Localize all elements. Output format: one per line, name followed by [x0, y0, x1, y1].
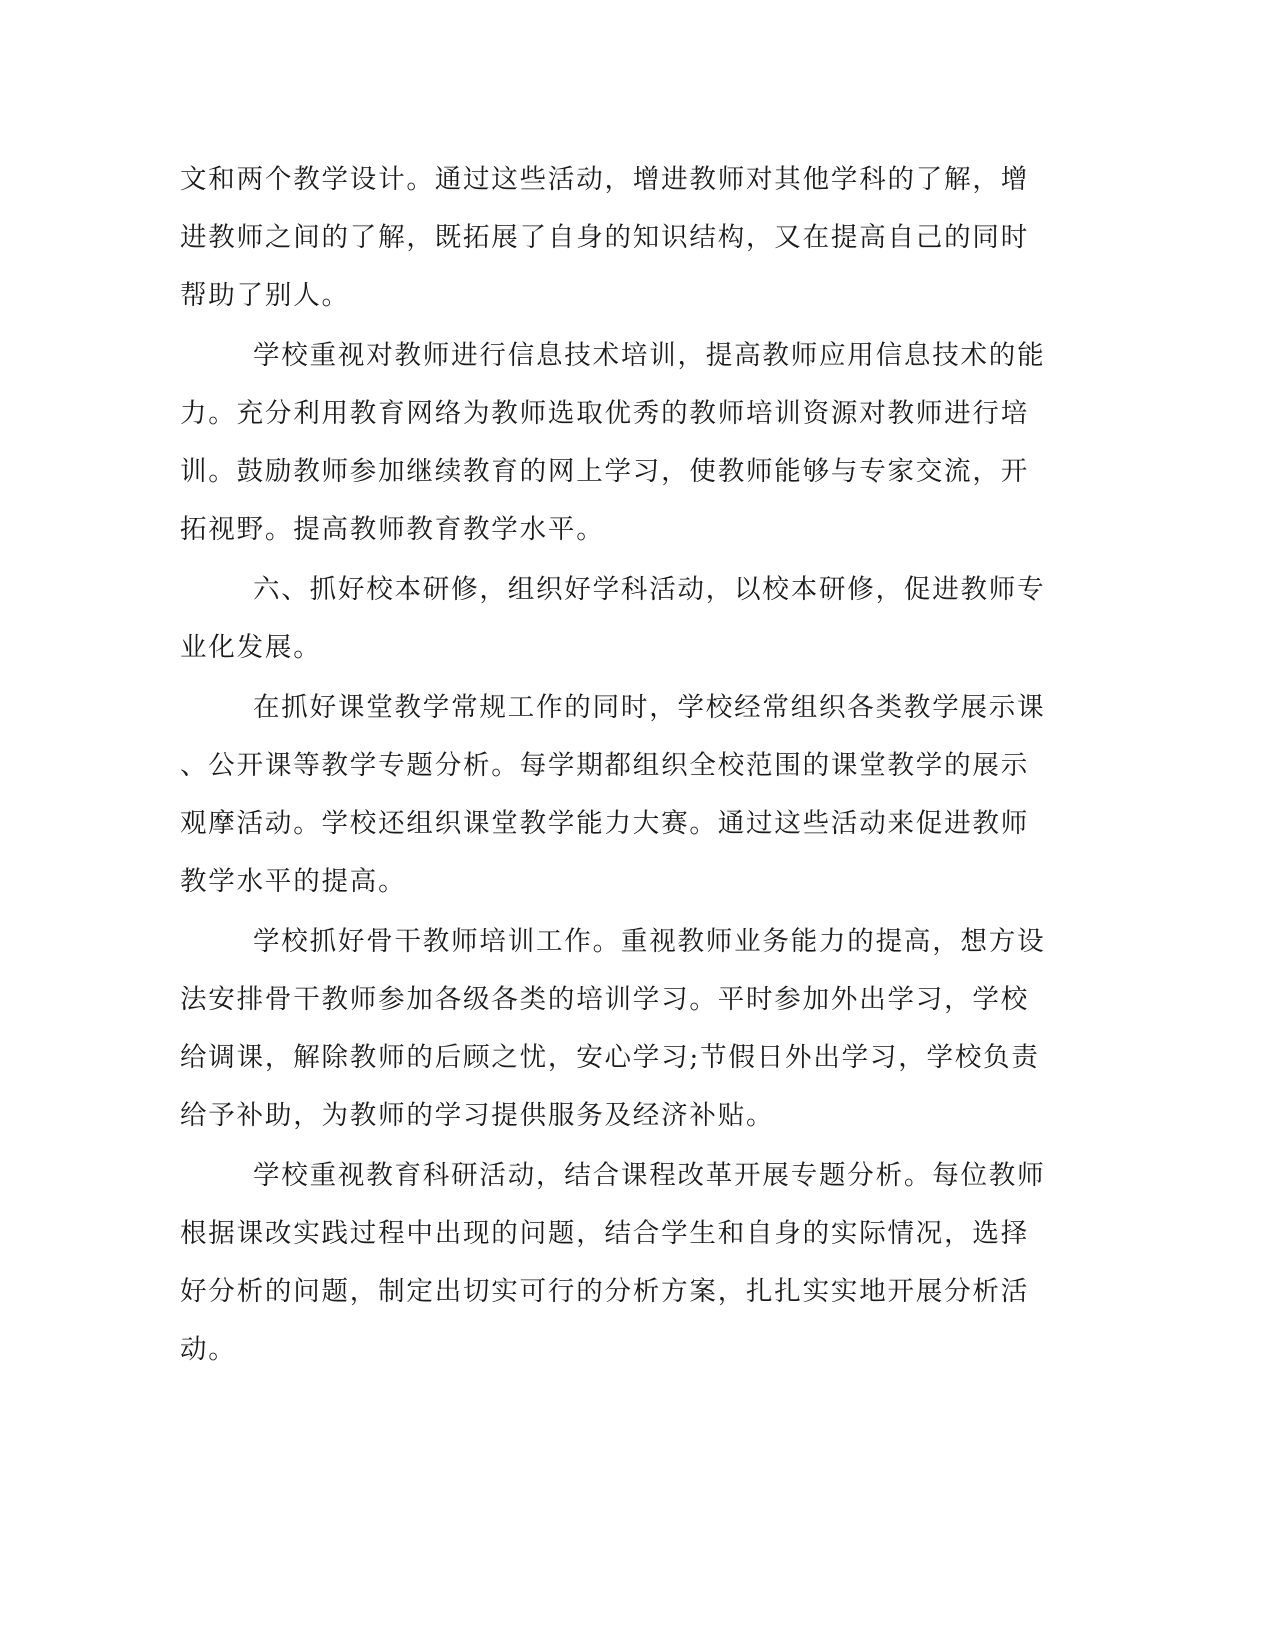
text-line-16: 给调课，解除教师的后顾之忧，安心学习;节假日外出学习，学校负责 — [180, 1042, 1040, 1073]
text-line-10: 在抓好课堂教学常规工作的同时，学校经常组织各类教学展示课 — [253, 692, 1046, 723]
text-line-7: 拓视野。提高教师教育教学水平。 — [180, 514, 605, 545]
text-line-15: 法安排骨干教师参加各级各类的培训学习。平时参加外出学习，学校 — [180, 984, 1029, 1015]
text-line-3: 帮助了别人。 — [180, 280, 350, 311]
text-line-18: 学校重视教育科研活动，结合课程改革开展专题分析。每位教师 — [253, 1160, 1046, 1191]
text-line-4: 学校重视对教师进行信息技术培训，提高教师应用信息技术的能 — [253, 340, 1046, 371]
text-line-19: 根据课改实践过程中出现的问题，结合学生和自身的实际情况，选择 — [180, 1218, 1029, 1249]
text-line-14: 学校抓好骨干教师培训工作。重视教师业务能力的提高，想方设 — [253, 926, 1046, 957]
text-line-21: 动。 — [180, 1334, 237, 1365]
text-line-20: 好分析的问题，制定出切实可行的分析方案，扎扎实实地开展分析活 — [180, 1276, 1029, 1307]
text-line-5: 力。充分利用教育网络为教师选取优秀的教师培训资源对教师进行培 — [180, 398, 1029, 429]
text-line-17: 给予补助，为教师的学习提供服务及经济补贴。 — [180, 1100, 775, 1131]
text-line-12: 观摩活动。学校还组织课堂教学能力大赛。通过这些活动来促进教师 — [180, 808, 1029, 839]
text-line-8: 六、抓好校本研修，组织好学科活动，以校本研修，促进教师专 — [253, 574, 1046, 605]
text-line-11: 、公开课等教学专题分析。每学期都组织全校范围的课堂教学的展示 — [180, 750, 1029, 781]
text-line-6: 训。鼓励教师参加继续教育的网上学习，使教师能够与专家交流，开 — [180, 456, 1029, 487]
text-line-1: 文和两个教学设计。通过这些活动，增进教师对其他学科的了解，增 — [180, 164, 1029, 195]
text-line-2: 进教师之间的了解，既拓展了自身的知识结构，又在提高自己的同时 — [180, 222, 1029, 253]
text-line-13: 教学水平的提高。 — [180, 866, 407, 897]
text-line-9: 业化发展。 — [180, 632, 322, 663]
